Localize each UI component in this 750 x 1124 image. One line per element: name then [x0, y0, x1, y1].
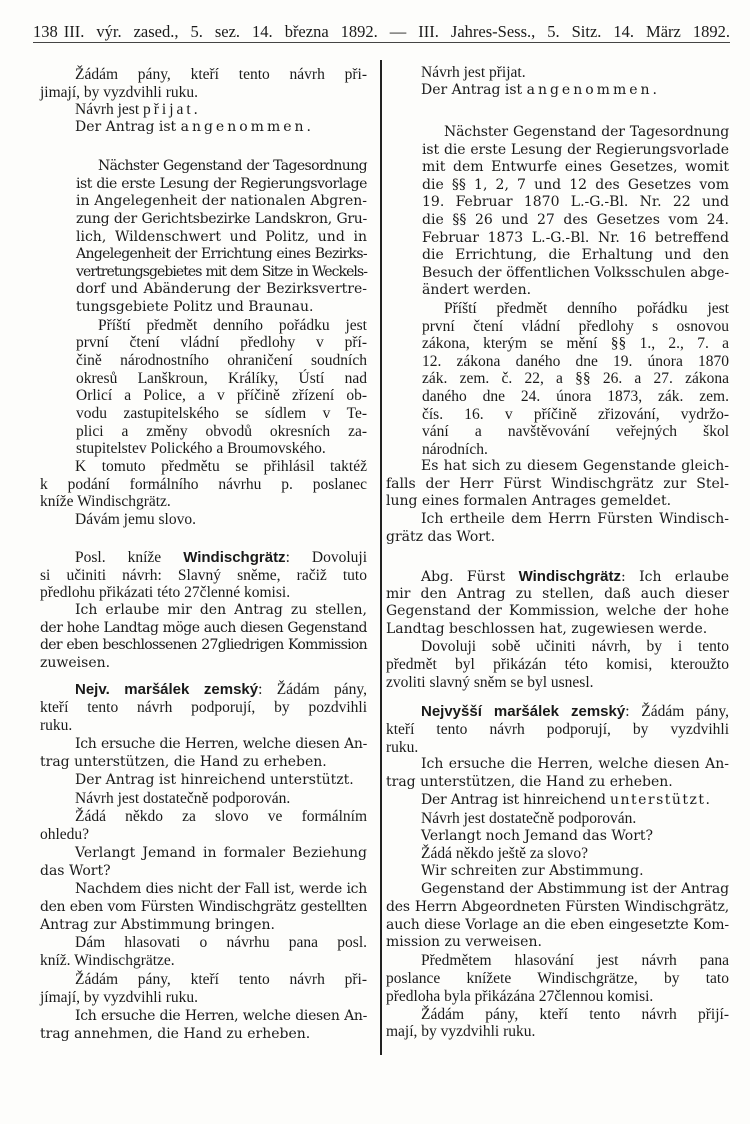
running-header: [33, 20, 730, 43]
text-line: trag annehmen, die Hand zu erheben.: [40, 1025, 311, 1042]
paragraph: [386, 1006, 729, 1042]
text-line: poslance knížete Windischgrätze, by tato: [386, 969, 729, 987]
text-run: Der Antrag ist hinreichend: [421, 791, 610, 808]
text-line: trag unterstützen, die Hand zu erheben.: [40, 754, 327, 771]
text-line: první čtení vládní předlohy s osnovou: [422, 317, 729, 335]
text-line: mission zu verweisen.: [386, 934, 542, 951]
text-line: ist die erste Lesung der Regierungsvorlage: [76, 175, 367, 192]
text-line: falls der Herr Fürst Windischgrätz zur Stel-: [386, 475, 729, 492]
text-line: ändert werden.: [422, 282, 532, 299]
text-line: zvoliti slavný sněm se byl usnesl.: [386, 673, 594, 691]
paragraph: [40, 458, 367, 511]
text-line: [40, 101, 367, 119]
text-section: [386, 568, 729, 691]
text-run: : Dovoluji: [285, 549, 367, 566]
text-line: zákona, kterým se mění §§ 1., 2., 7. a: [422, 335, 729, 353]
text-line: Žádám pány, kteří tento návrh přijí-: [421, 1005, 729, 1023]
column-divider: [380, 60, 382, 1055]
text-line: Ich erlaube mir den Antrag zu stellen,: [75, 602, 367, 619]
text-section: [386, 124, 729, 546]
text-line: k podání formálního návrhu p. poslanec: [40, 475, 367, 493]
text-line: Gegenstand der Abstimmung ist der Antrag: [421, 880, 729, 897]
text-line: si učiniti návrh: Slavný sněme, račiž tuto: [40, 566, 367, 584]
text-line: [40, 549, 367, 567]
text-line: tungsgebiete Politz und Braunau.: [76, 299, 314, 316]
text-line: Nachdem dies nicht der Fall ist, werde ich: [75, 881, 367, 898]
text-line: der hohe Landtag möge auch diesen Gegenstand: [40, 619, 367, 636]
text-line: předloha byla přikázána 27člennou komisi.: [386, 987, 654, 1005]
text-line: vodu zastupitelského se sídlem v Te-: [76, 404, 367, 422]
text-line: Žádá někdo za slovo ve formálním: [75, 807, 367, 825]
text-line: [386, 568, 729, 586]
text-line: ruku.: [386, 738, 419, 756]
text-line: Antrag zur Abstimmung bringen.: [40, 917, 275, 934]
paragraph: [76, 317, 367, 458]
paragraph: [40, 101, 367, 119]
paragraph: [386, 792, 729, 810]
paragraph: [40, 119, 367, 137]
text-line: Žádám pány, kteří tento návrh při-: [75, 66, 367, 83]
paragraph: [386, 638, 729, 691]
text-line: Dovoluji sobě učiniti návrh, by i tento: [421, 638, 729, 656]
page-number: 138: [33, 22, 58, 41]
text-line: lung eines formalen Antrages gemeldet.: [386, 493, 672, 510]
spaced-emphasis: přijat.: [143, 101, 201, 119]
text-line: der eben beschlossenen 27gliedrigen Kommission: [40, 637, 367, 654]
text-line: stupitelstev Polického a Broumovského.: [76, 440, 326, 458]
text-line: ruku.: [40, 717, 73, 735]
text-run: Abg. Fürst: [421, 569, 519, 585]
text-line: okresů Lanškroun, Králíky, Ústí nad: [76, 369, 367, 387]
text-line: Verlangt noch Jemand das Wort?: [421, 827, 654, 844]
speaker-name: Nejvyšší maršálek zemský: [421, 703, 626, 720]
paragraph: [40, 602, 367, 673]
text-line: Der Antrag ist hinreichend unterstützt.: [75, 772, 354, 789]
paragraph: [40, 1007, 367, 1043]
text-line: vertretungsgebietes mit dem Sitze in Weckels-: [76, 263, 367, 280]
text-line: grätz das Wort.: [386, 528, 496, 545]
text-line: die §§ 26 und 27 des Gesetzes vom 24.: [422, 211, 729, 228]
text-line: Angelegenheit der Errichtung eines Bezirks-: [76, 246, 367, 263]
text-line: des Herrn Abgeordneten Fürsten Windischgrätz,: [386, 898, 729, 915]
paragraph: [40, 971, 367, 1007]
paragraph: [386, 703, 729, 756]
text-line: zuweisen.: [40, 655, 111, 672]
text-run: Der Antrag ist: [421, 81, 527, 98]
paragraph: [40, 790, 367, 808]
text-line: Návrh jest dostatečně podporován.: [75, 789, 291, 807]
text-line: dorf und Abänderung der Bezirksvertre-: [76, 281, 367, 298]
paragraph: [40, 681, 367, 735]
text-run: Der Antrag ist: [75, 119, 181, 136]
text-run: Posl. kníže: [75, 549, 184, 566]
text-line: Předmětem hlasování jest návrh pana: [421, 952, 729, 970]
speaker-name: Windischgrätz: [183, 549, 286, 566]
paragraph: [386, 828, 729, 846]
text-line: národních.: [422, 440, 488, 458]
text-line: Žádám pány, kteří tento návrh při-: [75, 970, 367, 988]
spaced-emphasis: angenommen.: [526, 81, 660, 98]
text-line: čís. 16. v příčině zřizování, vydržo-: [422, 405, 729, 423]
text-line: Landtag beschlossen hat, zugewiesen werde.: [386, 620, 708, 637]
text-line: die §§ 1, 2, 7 und 12 des Gesetzes vom: [422, 176, 729, 193]
paragraph: [40, 880, 367, 934]
text-line: Ich ersuche die Herren, welche diesen An-: [75, 1007, 367, 1024]
paragraph: [422, 124, 729, 300]
text-section: [40, 158, 367, 528]
text-line: Příští předmět denního pořádku jest: [444, 299, 729, 317]
text-line: zák. zem. č. 22, a §§ 26. a 27. zákona: [422, 370, 729, 388]
text-section: [40, 549, 367, 673]
paragraph: [386, 952, 729, 1005]
text-line: die Errichtung, die Erhaltung und den: [422, 247, 729, 264]
text-line: [40, 681, 367, 699]
paragraph: [422, 300, 729, 458]
text-line: Žádá někdo ještě za slovo?: [421, 845, 588, 863]
text-line: Návrh jest přijat.: [421, 64, 526, 81]
paragraph: [386, 845, 729, 863]
paragraph: [386, 881, 729, 952]
paragraph: [386, 863, 729, 881]
paragraph: [386, 458, 729, 511]
text-line: Verlangt Jemand in formaler Beziehung: [75, 844, 367, 861]
text-line: Příští předmět denního pořádku jest: [98, 316, 367, 334]
text-line: ist die erste Lesung der Regierungsvorlade: [422, 141, 729, 158]
text-line: Nächster Gegenstand der Tagesordnung: [98, 158, 367, 174]
text-line: Návrh jest dostatečně podporován.: [421, 809, 637, 827]
text-line: vání a navštěvování veřejných škol: [422, 423, 729, 441]
text-line: trag unterstützen, die Hand zu erheben.: [386, 774, 673, 791]
text-line: Ich ersuche die Herren, welche diesen An-: [75, 736, 367, 753]
text-line: předmět byl přikázán této komisi, kteroužto: [386, 655, 729, 673]
text-line: lich, Wildenschwert und Politz, und in: [76, 228, 367, 245]
paragraph: [40, 549, 367, 602]
text-line: Dávám jemu slovo.: [75, 510, 196, 528]
text-line: Ich ersuche die Herren, welche diesen An-: [421, 756, 729, 773]
text-line: den eben vom Fürsten Windischgrätz gestellten: [40, 899, 367, 916]
text-line: Februar 1873 L.-G.-Bl. Nr. 16 betreffend: [422, 229, 729, 246]
paragraph: [386, 756, 729, 792]
text-line: Es hat sich zu diesem Gegenstande gleich-: [421, 458, 729, 475]
text-line: das Wort?: [40, 862, 111, 879]
text-section: [386, 703, 729, 1041]
text-line: [386, 703, 729, 721]
text-line: 12. zákona daného dne 19. února 1870: [422, 352, 729, 370]
text-line: mit dem Entwurfe eines Gesetzes, womit: [422, 159, 729, 176]
text-line: mají, by vyzdvihli ruku.: [386, 1023, 536, 1041]
text-line: čině národnostního ohraničení soudních: [76, 352, 367, 370]
speaker-name: Windischgrätz: [518, 568, 621, 585]
text-section: [386, 64, 729, 99]
text-line: ohledu?: [40, 825, 90, 843]
spaced-emphasis: unterstützt.: [609, 791, 712, 808]
text-line: Ich ertheile dem Herrn Fürsten Windisch-: [421, 511, 729, 528]
paragraph: [40, 808, 367, 844]
text-line: Gegenstand der Kommission, welche der hohe: [386, 603, 729, 620]
text-section: [40, 66, 367, 137]
text-run: Návrh jest: [75, 101, 144, 119]
paragraph: [386, 810, 729, 828]
text-line: [386, 792, 729, 810]
text-line: kteří tento návrh podporují, by vyzdvihli: [386, 720, 729, 738]
paragraph: [40, 735, 367, 771]
text-line: kteří tento návrh podporují, by pozdvihli: [40, 699, 367, 717]
text-line: kníže Windischgrätz.: [40, 493, 171, 511]
text-line: mir den Antrag zu stellen, daß auch dieser: [386, 585, 729, 602]
spaced-emphasis: angenommen.: [180, 119, 314, 136]
paragraph: [40, 934, 367, 970]
text-line: Nächster Gegenstand der Tagesordnung: [444, 124, 729, 140]
text-line: Wir schreiten zur Abstimmung.: [421, 863, 644, 880]
paragraph: [386, 82, 729, 100]
text-line: [386, 82, 729, 100]
paragraph: [40, 511, 367, 529]
paragraph: [386, 511, 729, 546]
text-line: Besuch der öffentlichen Volksschulen abge-: [422, 264, 729, 281]
text-line: první čtení vládní předlohy v pří-: [76, 334, 367, 352]
text-line: jimají, by vyzdvihli ruku.: [40, 83, 198, 101]
paragraph: [386, 64, 729, 82]
paragraph: [386, 568, 729, 638]
text-line: daného dne 24. února 1873, zák. zem.: [422, 387, 729, 405]
text-line: předlohu přikázati této 27členné komisi.: [40, 584, 291, 602]
text-line: Dám hlasovati o návrhu pana posl.: [75, 934, 367, 952]
paragraph: [40, 771, 367, 789]
text-line: 19. Februar 1870 L.-G.-Bl. Nr. 22 und: [422, 194, 729, 211]
text-line: kníž. Windischgrätze.: [40, 952, 175, 970]
text-run: : Žádám pány,: [258, 681, 367, 698]
paragraph: [40, 844, 367, 880]
text-line: plici a změny obvodů okresních za-: [76, 422, 367, 440]
text-line: zung der Gerichtsbezirke Landskron, Gru-: [76, 210, 367, 227]
text-line: jímají, by vyzdvihli ruku.: [40, 988, 198, 1006]
text-line: auch diese Vorlage an die eben eingesetzte Kom-: [386, 916, 729, 933]
text-line: in Angelegenheit der nationalen Abgren-: [76, 193, 367, 210]
speaker-name: Nejv. maršálek zemský: [75, 681, 259, 698]
text-run: : Žádám pány,: [625, 703, 729, 720]
paragraph: [76, 158, 367, 317]
running-title: III. výr. zased., 5. sez. 14. března 1892. — III. Jahres-Sess., 5. Sitz. 14. März 1892.: [63, 22, 730, 41]
text-section: [40, 681, 367, 1043]
text-run: : Ich erlaube: [620, 569, 729, 585]
text-line: K tomuto předmětu se přihlásil taktéž: [75, 457, 367, 475]
paragraph: [40, 66, 367, 101]
text-line: Orlicí a Police, a v příčině zřízení ob-: [76, 387, 367, 405]
text-line: [40, 119, 367, 137]
